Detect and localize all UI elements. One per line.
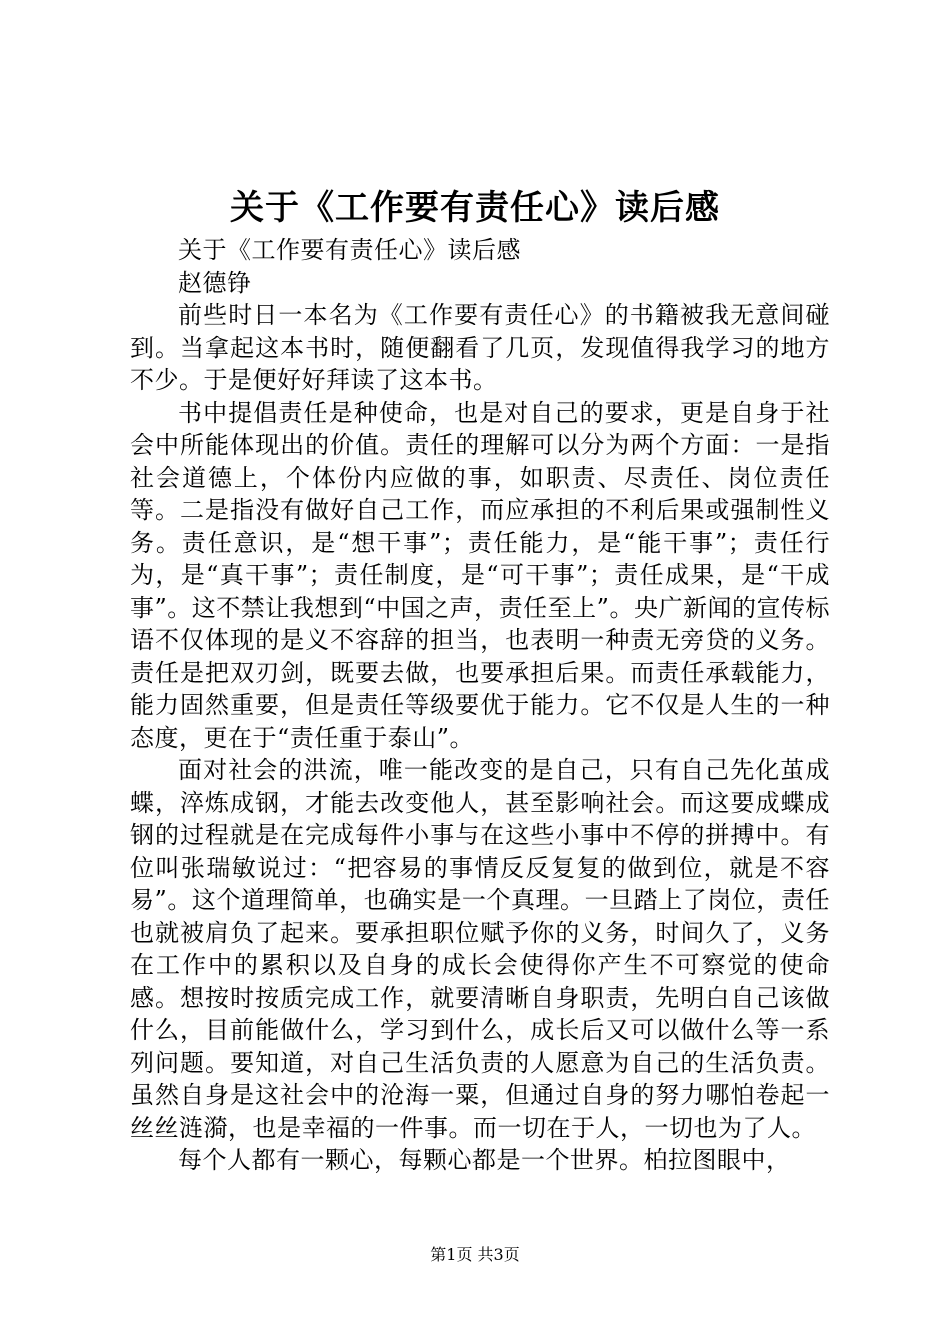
author-line: 赵德铮: [178, 268, 252, 297]
body-paragraph: 每个人都有一颗心，每颗心都是一个世界。柏拉图眼中，: [178, 1146, 791, 1174]
body-paragraph: 书中提倡责任是种使命，也是对自己的要求，更是自身于社会中所能体现出的价值。责任的理解可以分为两个方面：一是指社会道德上，个体份内应做的事，如职责、尽责任、岗位责任等。二是指没有做好自己工作，而应承担的不利后果或强制性义务。责任意识，是“想干事”；责任能力，是“能干事”；责任行为，是“真干事”；责任制度，是“可干事”；责任成果，是“干成事”。这不禁让我想到“中国之声，责任至上”。央广新闻的宣传标语不仅体现的是义不容辞的担当，也表明一种责无旁贷的义务。责任是把双刃剑，既要去做，也要承担后果。而责任承载能力，能力固然重要，但是责任等级要优于能力。它不仅是人生的一种态度，更在于“责任重于泰山”。: [130, 398, 830, 752]
body-paragraph: 面对社会的洪流，唯一能改变的是自己，只有自己先化茧成蝶，淬炼成钢，才能去改变他人，甚至影响社会。而这要成蝶成钢的过程就是在完成每件小事与在这些小事中不停的拼搏中。有位叫张瑞敏说过：“把容易的事情反反复复的做到位，就是不容易”。这个道理简单，也确实是一个真理。一旦踏上了岗位，责任也就被肩负了起来。要承担职位赋予你的义务，时间久了，义务在工作中的累积以及自身的成长会使得你产生不可察觉的使命感。想按时按质完成工作，就要清晰自身职责，先明白自己该做什么，目前能做什么，学习到什么，成长后又可以做什么等一系列问题。要知道，对自己生活负责的人愿意为自己的生活负责。虽然自身是这社会中的沧海一粟，但通过自身的努力哪怕卷起一丝丝涟漪，也是幸福的一件事。而一切在于人，一切也为了人。: [130, 756, 830, 1142]
body-paragraph: 前些时日一本名为《工作要有责任心》的书籍被我无意间碰到。当拿起这本书时，随便翻看了几页，发现值得我学习的地方不少。于是便好好拜读了这本书。: [130, 301, 830, 394]
document-title: 关于《工作要有责任心》读后感: [230, 188, 720, 228]
page-number: 第1页 共3页: [430, 1245, 520, 1264]
subtitle-line: 关于《工作要有责任心》读后感: [178, 236, 521, 264]
document-body: [130, 234, 830, 1177]
